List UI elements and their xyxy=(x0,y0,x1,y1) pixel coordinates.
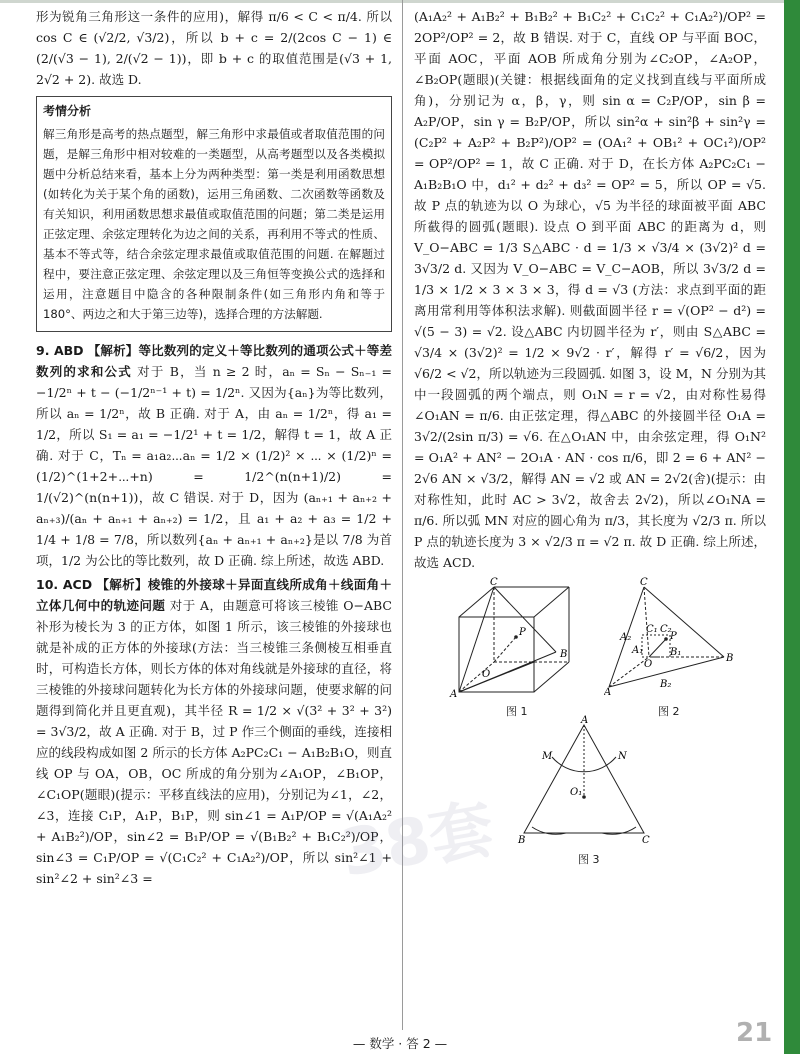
q9-number: 9. ABD xyxy=(36,343,84,358)
q10-heading: 【解析】棱锥的外接球＋异面直线所成角＋线面角＋立体几何中的轨迹问题 xyxy=(36,577,392,613)
figure-1-caption: 图 1 xyxy=(506,705,528,718)
page-footer: — 数学 · 答 2 — xyxy=(352,1036,448,1051)
left-column xyxy=(36,6,392,892)
q9-paragraph xyxy=(36,340,392,571)
analysis-title: 考情分析 xyxy=(43,104,92,118)
right-body: (A₁A₂² + A₁B₂² + B₁B₂² + B₁C₂² + C₁C₂² + C₁A₂²)/OP² = 2OP²/OP² = 2，故 B 错误. 对于 C，直线 OP 与平面 BOC，平面 AOC，平面 AOB 所成角分别为∠C₂OP，∠A₂OP，∠B₂OP(题眼)(关键：根据线面角的定义找到直线与平面所成角)，分别记为 α，β，γ，则 sin α = C₂P/OP，sin β = A₂P/OP，sin γ = B₂P/OP，所以 sin²α + sin²β + sin²γ = (C₂P² + A₂P² + B₂P²)/OP² = (OA₁² + OB₁² + OC₁²)/OP² = OP²/OP² = 1，故 C 正确. 对于 D，在长方体 A₂PC₂C₁ − A₁B₂B₁O 中，d₁² + d₂² + d₃² = OP² = 5，所以 OP = √5. 故 P 点的轨迹为以 O 为球心，√5 为半径的球面被平面 ABC 所截得的圆弧(题眼). 设点 O 到平面 ABC 的距离为 d，则 V_O−ABC = 1/3 S△ABC · d = 1/3 × √3/4 × (3√2)² d = 3√3/2 d. 又因为 V_O−ABC = V_C−AOB，所以 3√3/2 d = 1/3 × 1/2 × 3 × 3 × 3，得 d = √3 (方法：求点到平面的距离用常利用等体积法求解). 则截面圆半径 r = √(OP² − d²) = √(5 − 3) = √2. 设△ABC 内切圆半径为 r′，则由 S△ABC = √3/4 × (3√2)² = 1/2 × 9√2 · r′，解得 r′ = √6/2，因为 √6/2 < √2，所以轨迹为三段圆弧. 如图 3，设 M，N 分别为其中一段圆弧的两个端点，则 O₁N = r = √2，由对称性易得∠O₁AN = π/6. 由正弦定理，得△ABC 的外接圆半径 O₁A = 3√2/(2sin π/3) = √6. 在△O₁AN 中，由余弦定理，得 O₁N² = O₁A² + AN² − 2O₁A · AN · cos π/6，即 2 = 6 + AN² − 2√6 AN × √3/2，解得 AN = √2 或 AN = 2√2(舍)(提示：由对称性知，此时 AC > 3√2，故舍去 2√2)，所以∠O₁NA = π/6. 所以弧 MN 对应的圆心角为 π/3，其长度为 √2/3 π. 所以 P 点的轨迹长度为 3 × √2/3 π = √2 π. 故 D 正确. 综上所述，故选 ACD. xyxy=(414,9,766,570)
svg-text:B₂: B₂ xyxy=(660,679,672,690)
svg-text:O: O xyxy=(644,659,653,670)
svg-text:C: C xyxy=(490,577,498,588)
figure-2-caption: 图 2 xyxy=(658,705,680,718)
right-column xyxy=(414,6,766,866)
q9-body: 对于 B，当 n ≥ 2 时，aₙ = Sₙ − Sₙ₋₁ = −1/2ⁿ + t − (−1/2ⁿ⁻¹ + t) = 1/2ⁿ. 又因为{aₙ}为等比数列，所以 aₙ = 1/2ⁿ，故 B 正确. 对于 A，由 aₙ = 1/2ⁿ，得 a₁ = 1/2，所以 S₁ = a₁ = −1/2¹ + t = 1/2，解得 t = 1，故 A 正确. 对于 C，Tₙ = a₁a₂⋯aₙ = 1/2 × (1/2)² × ⋯ × (1/2)ⁿ = (1/2)^(1+2+⋯+n) = 1/2^(n(n+1)/2) = 1/(√2)^(n(n+1))，故 C 错误. 对于 D，因为 (aₙ₊₁ + aₙ₊₂ + aₙ₊₃)/(aₙ + aₙ₊₁ + aₙ₊₂) = 1/2，且 a₁ + a₂ + a₃ = 1/2 + 1/4 + 1/8 = 7/8，所以数列{aₙ + aₙ₊₁ + aₙ₊₂}是以 7/8 为首项，1/2 为公比的等比数列，故 D 正确. 综上所述，故选 ABD. xyxy=(36,364,392,568)
page-edge-strip xyxy=(784,0,800,1054)
intro-paragraph: 形为锐角三角形这一条件的应用)，解得 π/6 < C < π/4. 所以 cos C ∈ (√2/2, √3/2)，所以 b + c = 2/(2cos C − 1) ∈ (2/(√3 − 1), 2/(√2 − 1))，即 b + c 的取值范围是(√3 + 1, 2√2 + 2). 故选 D. xyxy=(36,9,392,87)
q10-body: 对于 A，由题意可将该三棱锥 O−ABC 补形为棱长为 3 的正方体，如图 1 所示，该三棱锥的外接球也就是补成的正方体的外接球(方法：当三棱锥三条侧棱互相垂直时，可构造长方体，则长方体的体对角线就是外接球的直径，将三棱锥的外接球问题转化为长方体的外接球问题，使要求解的问题得到简化并且更直观)，其半径 R = 1/2 × √(3² + 3² + 3²) = 3√3/2，故 A 正确. 对于 B，过 P 作三个侧面的垂线，连接相应的线段构成如图 2 所示的长方体 A₂PC₂C₁ − A₁B₂B₁O，则直线 OP 与 OA，OB，OC 所成的角分别为∠A₁OP，∠B₁OP，∠C₁OP(题眼)(提示：平移直线法的应用)，分别记为∠1，∠2，∠3，连接 C₁P，A₁P，B₁P，则 sin∠1 = A₁P/OP = √(A₁A₂² + A₁B₂²)/OP，sin∠2 = B₁P/OP = √(B₁B₂² + B₁C₂²)/OP，sin∠3 = C₁P/OP = √(C₁C₂² + C₁A₂²)/OP，所以 sin²∠1 + sin²∠2 + sin²∠3 = xyxy=(36,598,392,886)
svg-text:A: A xyxy=(581,715,589,726)
svg-text:C₂: C₂ xyxy=(660,624,672,635)
q10-paragraph xyxy=(36,574,392,889)
svg-text:A₂: A₂ xyxy=(620,632,632,643)
svg-text:C: C xyxy=(640,577,648,588)
figure-2-tetrahedron xyxy=(604,577,734,697)
q9-heading: 【解析】等比数列的定义＋等比数列的通项公式＋等差数列的求和公式 xyxy=(36,343,392,379)
figure-3-caption: 图 3 xyxy=(578,853,600,866)
svg-text:B₁: B₁ xyxy=(670,647,682,658)
svg-text:A: A xyxy=(604,687,612,697)
svg-text:A₁: A₁ xyxy=(632,645,644,656)
analysis-box xyxy=(36,96,392,332)
svg-text:C₁: C₁ xyxy=(646,624,658,635)
page-number: 21 xyxy=(736,1018,773,1048)
svg-text:B: B xyxy=(560,649,568,660)
analysis-body: 解三角形是高考的热点题型，解三角形中求最值或者取值范围的问题，是解三角形中相对较难的一类题型，从高考题型以及各类模拟题中分析总结来看，基本上分为两种类型：第一类是利用函数思想(如转化为关于某个角的函数)，运用三角函数、二次函数等函数及有关知识，利用函数思想求最值或取值范围的问题；第二类是运用正弦定理、余弦定理转化为边之间的关系，再利用不等式的性质、基本不等式等，结合余弦定理求最值或取值范围的问题. 在解题过程中，要注意正弦定理、余弦定理以及三角恒等变换公式的选择和运用，注意题目中隐含的各种限制条件(如三角形内角和等于180°、两边之和大于第三边等)，选择合理的方法解题. xyxy=(43,127,385,321)
figure-3-triangle-arcs xyxy=(514,715,654,845)
svg-text:P: P xyxy=(670,631,677,642)
figure-1-cube xyxy=(444,577,594,697)
svg-text:P: P xyxy=(519,627,526,638)
svg-text:O: O xyxy=(482,669,491,680)
watermark: 38套 xyxy=(335,792,500,892)
svg-text:M: M xyxy=(542,751,553,762)
svg-text:O₁: O₁ xyxy=(570,787,583,798)
svg-text:B: B xyxy=(518,835,526,845)
svg-text:C: C xyxy=(642,835,650,845)
top-rule xyxy=(0,0,800,3)
q10-number: 10. ACD xyxy=(36,577,93,592)
svg-text:N: N xyxy=(618,751,627,762)
svg-text:A: A xyxy=(450,689,458,697)
svg-text:B: B xyxy=(726,653,734,664)
